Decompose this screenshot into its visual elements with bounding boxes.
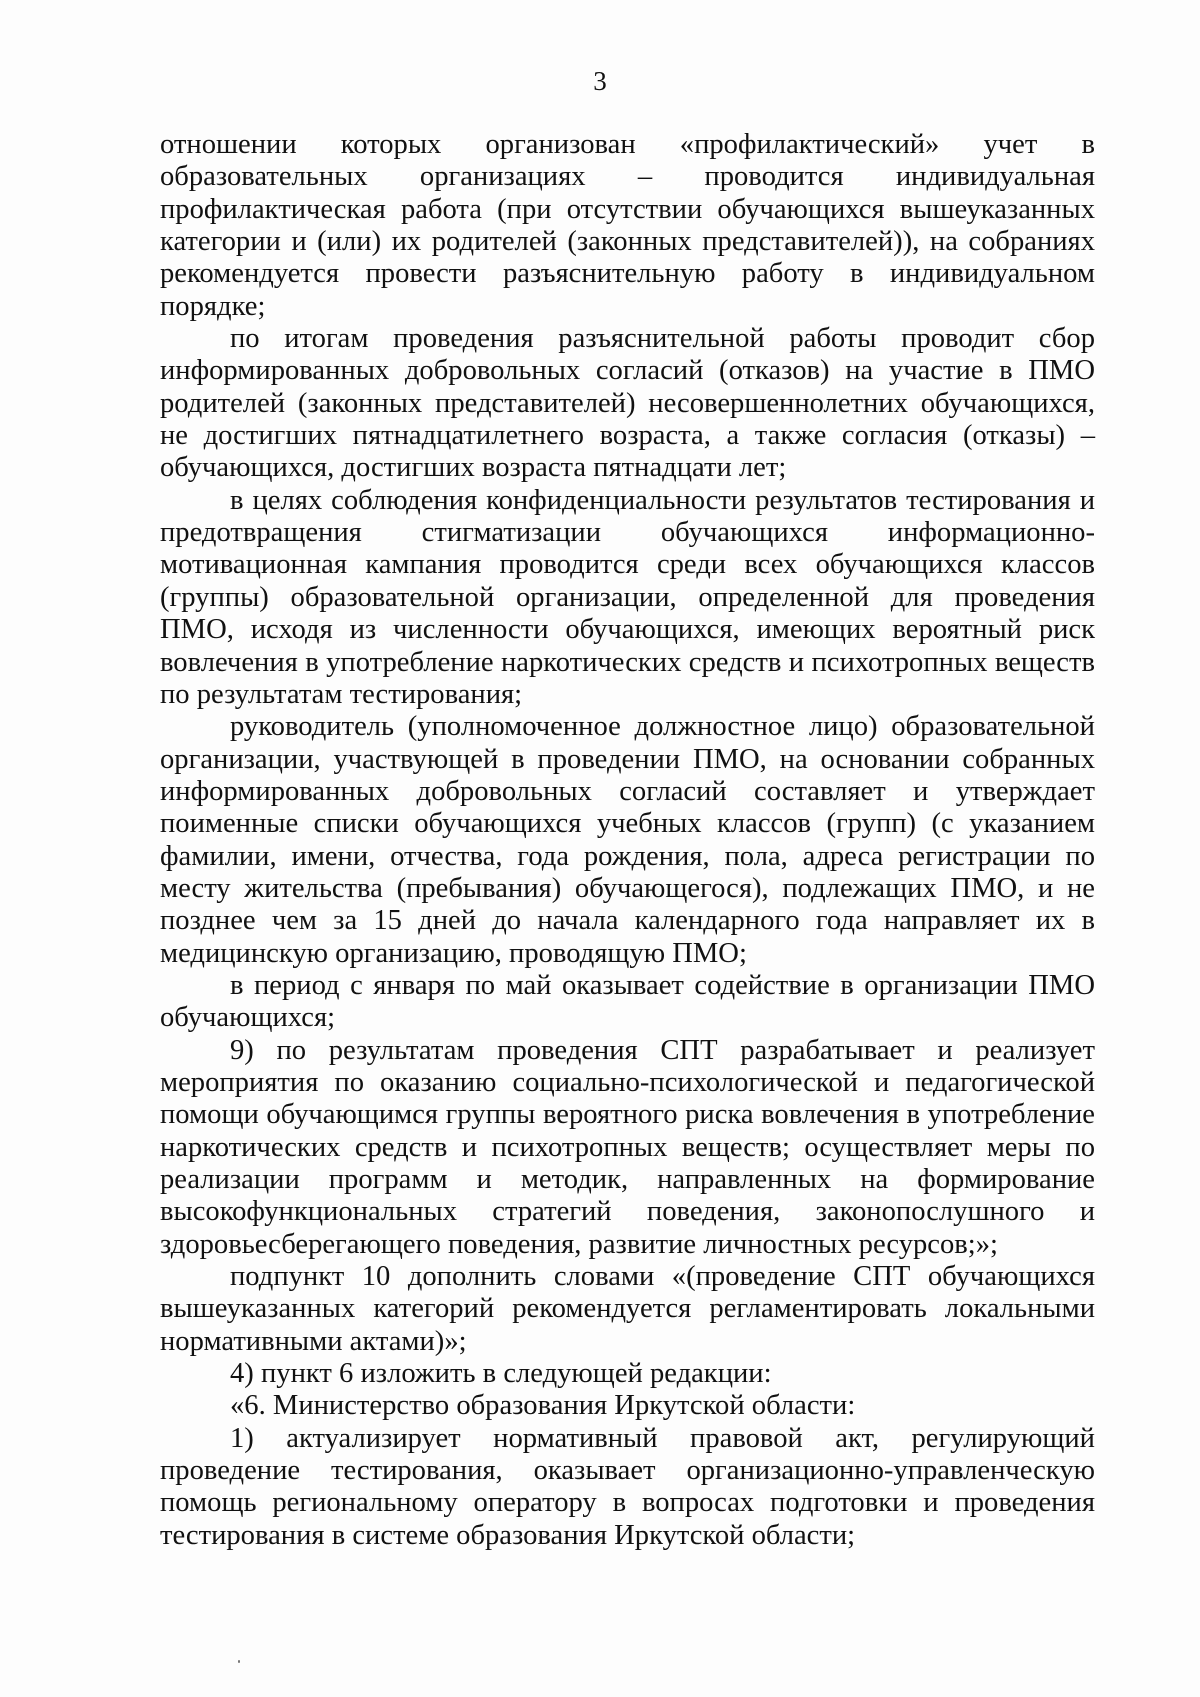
paragraph: 9) по результатам проведения СПТ разрабатывает и реализует мероприятия по оказанию социально-психологической и педагогической помощи обучающимся группы вероятного риска вовлечения в употребление наркотических средств и психотропных веществ; осуществляет меры по реализации программ и методик, направленных на формирование высокофункциональных стратегий поведения, законопослушного и здоровьесберегающего поведения, развитие личностных ресурсов;»; (160, 1034, 1095, 1260)
paragraph: в период с января по май оказывает содействие в организации ПМО обучающихся; (160, 969, 1095, 1034)
paragraph: 1) актуализирует нормативный правовой акт, регулирующий проведение тестирования, оказывает организационно-управленческую помощь региональному оператору в вопросах подготовки и проведения тестирования в системе образования Иркутской области; (160, 1422, 1095, 1551)
page-number: 3 (593, 66, 607, 96)
document-body (160, 129, 1095, 1552)
paragraph: «6. Министерство образования Иркутской области: (230, 1390, 856, 1422)
scan-speck (238, 1660, 240, 1663)
paragraph: подпункт 10 дополнить словами «(проведение СПТ обучающихся вышеуказанных категорий рекомендуется регламентировать локальными нормативными актами)»; (160, 1261, 1095, 1357)
paragraph: отношении которых организован «профилактический» учет в образовательных организациях – проводится индивидуальная профилактическая работа (при отсутствии обучающихся вышеуказанных категории и (или) их родителей (законных представителей)), на собраниях рекомендуется провести разъяснительную работу в индивидуальном порядке; (160, 129, 1095, 322)
paragraph: 4) пункт 6 изложить в следующей редакции: (230, 1358, 772, 1390)
paragraph: по итогам проведения разъяснительной работы проводит сбор информированных добровольных согласий (отказов) на участие в ПМО родителей (законных представителей) несовершеннолетних обучающихся, не достигших пятнадцатилетнего возраста, а также согласия (отказы) – обучающихся, достигших возраста пятнадцати лет; (160, 323, 1095, 484)
paragraph: в целях соблюдения конфиденциальности результатов тестирования и предотвращения стигматизации обучающихся информационно-мотивационная кампания проводится среди всех обучающихся классов (группы) образовательной организации, определенной для проведения ПМО, исходя из численности обучающихся, имеющих вероятный риск вовлечения в употребление наркотических средств и психотропных веществ по результатам тестирования; (160, 484, 1095, 710)
paragraph: руководитель (уполномоченное должностное лицо) образовательной организации, участвующей в проведении ПМО, на основании собранных информированных добровольных согласий составляет и утверждает поименные списки обучающихся учебных классов (групп) (с указанием фамилии, имени, отчества, года рождения, пола, адреса регистрации по месту жительства (пребывания) обучающегося), подлежащих ПМО, и не позднее чем за 15 дней до начала календарного года направляет их в медицинскую организацию, проводящую ПМО; (160, 711, 1095, 969)
